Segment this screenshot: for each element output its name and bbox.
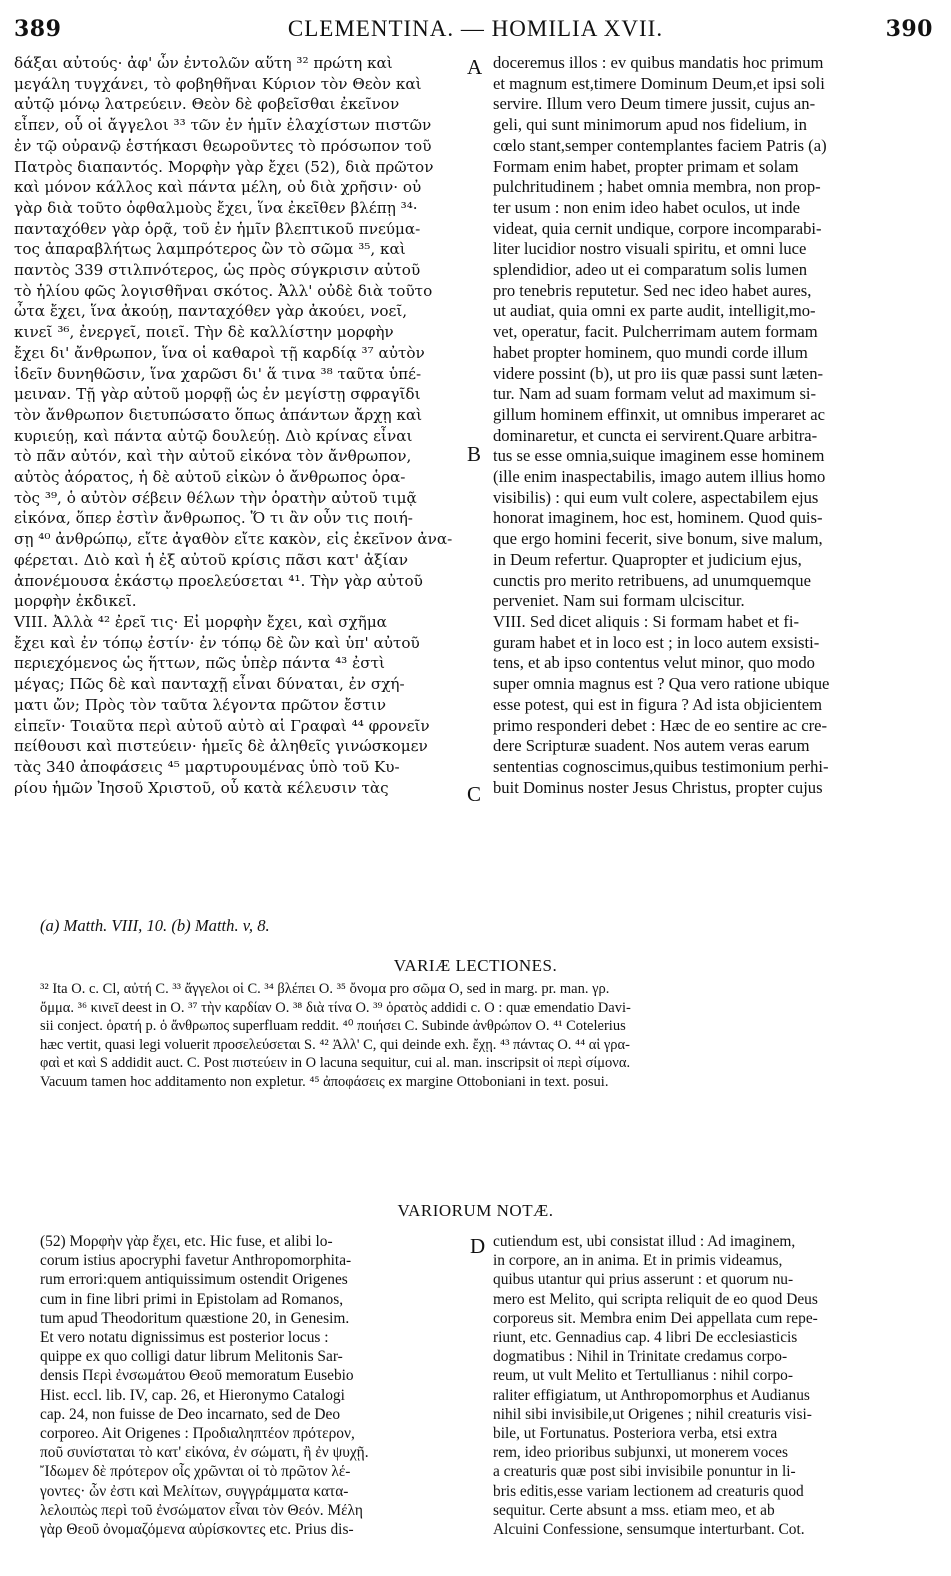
latin-text-line: videat, quia cernit undique, corpore incomparabi- [493, 218, 822, 238]
varia-line: hæc vertit, quasi legi voluerit προσελεύσεται S. ⁴² Ἀλλ' C, qui deinde exh. ἔχῃ. ⁴³ πάντας O. ⁴⁴ αἱ γρα- [40, 1036, 630, 1053]
latin-text-line: (ille enim inaspectabilis, imago autem illius homo [493, 467, 826, 487]
notae-left-column [40, 1232, 465, 1539]
greek-text-line: εἰπεῖν· Τοιαῦτα περὶ αὐτοῦ αὐτὸ αἱ Γραφαὶ ⁴⁴ φρονεῖν [14, 716, 430, 735]
page-number-right: 390 [885, 16, 933, 42]
latin-text-line: tur. Nam ad suam formam velut ad maximum si- [493, 384, 817, 404]
running-head: CLEMENTINA. — HOMILIA XVII. [287, 16, 664, 41]
varia-line: ³² Ita O. c. Cl, αὐτή C. ³³ ἄγγελοι οἱ C. ³⁴ βλέπει O. ³⁵ ὄνομα pro σῶμα O, sed in marg. pr. man. γρ. [40, 981, 610, 997]
notae-line: Alcuini Confessione, sensumque interturbant. Cot. [493, 1521, 805, 1539]
greek-text-line: τὸς ³⁹, ὁ αὐτὸν σέβειν θέλων τὴν ὁρατὴν αὐτοῦ τιμᾷ [14, 488, 417, 507]
latin-text-line: videre possint (b), ut pro iis quæ passi sunt læten- [493, 363, 824, 383]
notae-line: tum apud Theodoritum quæstione 20, in Genesim. [40, 1309, 350, 1327]
page-number-left: 389 [14, 16, 62, 42]
latin-text-line: liter lucidior nostro visuali spiritu, et omni luce [493, 239, 807, 259]
notae-line: raliter effigiatum, ut Anthropomorphus et Audianus [493, 1386, 810, 1404]
latin-text-line: tens, et ab ipso contentus velut minor, quo modo [493, 653, 815, 673]
greek-text-line: ρίου ἡμῶν Ἰησοῦ Χριστοῦ, οὗ κατὰ κέλευσιν τὰς [14, 778, 389, 797]
notae-line: cap. 24, non fuisse de Deo incarnato, sed de Deo [40, 1405, 341, 1423]
greek-text-line: φέρεται. Διὸ καὶ ἡ ἐξ αὐτοῦ κρίσις πᾶσι κατ' ἀξίαν [14, 550, 408, 569]
margin-letter-c: C [467, 782, 482, 806]
notae-line: nihil sibi invisibile,ut Origenes ; nihil creaturis visi- [493, 1405, 812, 1423]
greek-text-line: καὶ μόνον κάλλος καὶ πάντα μέλη, οὐ διὰ χρῆσιν· οὐ [14, 178, 422, 197]
varia-line: sii conject. ὁρατή p. ὁ ἄνθρωπος superfluam reddit. ⁴⁰ ποιήσει C. Subinde ἀνθρώπον O. ⁴¹ Cotelerius [40, 1018, 626, 1035]
variorum-notae-title: VARIORUM NOTÆ. [397, 1201, 554, 1220]
notae-line: in corpore, an in anima. Et in primis videamus, [493, 1252, 783, 1270]
latin-text-line: splendidior, adeo ut ei comparatum solis lumen [493, 260, 808, 280]
greek-text-line: κινεῖ ³⁶, ἐνεργεῖ, ποιεῖ. Τὴν δὲ καλλίστην μορφὴν [14, 323, 394, 342]
notae-line: Ἴδωμεν δὲ πρότερον οἷς χρῶνται οἱ τὸ πρῶτον λέ- [40, 1463, 351, 1481]
notae-line: Et vero notatu dignissimus est posterior locus : [40, 1329, 329, 1347]
greek-text-line: αὐτὸς ἀόρατος, ἡ δὲ αὐτοῦ εἰκὼν ὁ ἄνθρωπος ὁρα- [14, 468, 406, 487]
notae-line: mero est Melito, qui scripta reliquit de eo quod Deus [493, 1290, 818, 1308]
greek-text-line: ἔχει δι' ἄνθρωπον, ἵνα οἱ καθαροὶ τῇ καρδίᾳ ³⁷ αὐτὸν [14, 343, 425, 362]
greek-text-line: εἰκόνα, ὅπερ ἐστὶν ἄνθρωπος. Ὅ τι ἂν οὖν τις ποιή- [14, 509, 413, 528]
greek-text-line: VIII. Ἀλλὰ ⁴² ἐρεῖ τις· Εἰ μορφὴν ἔχει, καὶ σχῆμα [14, 612, 387, 631]
notae-line: quibus utantur qui prius asserunt : et quorum nu- [493, 1271, 794, 1289]
notae-line: cum in fine libri primi in Epistolam ad Romanos, [40, 1290, 344, 1308]
latin-text-line: VIII. Sed dicet aliquis : Si formam habet et fi- [493, 611, 799, 631]
latin-text-column [493, 53, 938, 798]
notae-line: quippe ex quo colligi datur librum Melitonis Sar- [40, 1348, 343, 1366]
margin-letter-d: D [470, 1234, 486, 1258]
latin-text-line: perveniet. Nam sui formam ulciscitur. [493, 591, 745, 611]
greek-text-line: ἐν τῷ οὐρανῷ ἑστήκασι θεωροῦντες τὸ πρόσωπον τοῦ [14, 136, 432, 155]
greek-text-line: τὰς 340 ἀποφάσεις ⁴⁵ μαρτυρουμένας ὑπὸ τοῦ Κυ- [14, 757, 400, 776]
latin-text-line: esse potest, qui est in figura ? Ad ista objicientem [493, 694, 823, 714]
latin-text-line: visibilis) : qui eum vult colere, aspectabilem ejus [493, 487, 819, 507]
notae-line: bile, ut Fortunatus. Posteriora verba, etsi extra [493, 1425, 778, 1443]
latin-text-line: ut audiat, quia omni ex parte audit, intelligit,mo- [493, 301, 816, 321]
notae-line: λελοιπὼς περὶ τοῦ ἐνσώματον εἶναι τὸν Θεόν. Μέλη [40, 1501, 363, 1519]
greek-text-line: ὦτα ἔχει, ἵνα ἀκούῃ, πανταχόθεν γὰρ ἀκούει, νοεῖ, [14, 302, 408, 321]
margin-letter-b: B [467, 442, 482, 466]
greek-text-line: γὰρ διὰ τοῦτο ὀφθαλμοὺς ἔχει, ἵνα ἐκεῖθεν βλέπῃ ³⁴· [14, 198, 418, 217]
varia-line: φαὶ et καὶ S addidit auct. C. Post πιστεύειν in O lacuna sequitur, cui al. man. inscripsit οἱ περὶ σίμονα. [40, 1055, 631, 1072]
varia-line: ὄμμα. ³⁶ κινεῖ deest in O. ³⁷ τὴν καρδίαν O. ³⁸ διὰ τίνα O. ³⁹ ὁρατὸς addidi c. O : quæ emendatio Davi- [40, 999, 631, 1016]
notae-line: bris editis,esse variam lectionem ad creaturis quod [493, 1482, 804, 1500]
notae-line: (52) Μορφὴν γὰρ ἔχει, etc. Hic fuse, et alibi lo- [40, 1233, 333, 1250]
latin-text-line: honorat imaginem, hoc est, hominem. Quod quis- [493, 508, 823, 528]
greek-text-line: τὸν ἄνθρωπον διετυπώσατο ὅπως ἁπάντων ἄρχῃ καὶ [14, 405, 423, 424]
notae-line: rum errori:quem antiquissimum ostendit Origenes [40, 1271, 348, 1289]
latin-text-line: tus se esse omnia,suique imaginem esse hominem [493, 446, 825, 466]
greek-text-line: τὸ ἡλίου φῶς λογισθῆναι σκότος. Ἀλλ' οὐδὲ διὰ τοῦτο [14, 281, 433, 300]
greek-text-line: εἶπεν, οὗ οἱ ἄγγελοι ³³ τῶν ἐν ἡμῖν ἐλαχίστων πιστῶν [14, 116, 432, 135]
varia-line: Vacuum tamen hoc additamento non expletur. ⁴⁵ ἀποφάσεις ex margine Ottoboniani in text. posui. [40, 1073, 609, 1090]
notae-line: densis Περὶ ἐνσωμάτου Θεοῦ memoratum Eusebio [40, 1367, 354, 1385]
notae-line: rem, ideo prioribus subjunxi, ut monerem voces [493, 1444, 788, 1462]
greek-text-line: Πατρὸς διαπαντός. Μορφὴν γὰρ ἔχει (52), διὰ πρῶτον [14, 157, 434, 176]
notae-line: γὰρ Θεοῦ ὀνομαζόμενα αὑρίσκοντες etc. Prius dis- [40, 1521, 354, 1539]
latin-text-line: super omnia magnus est ? Qua vero ratione ubique [493, 674, 830, 694]
notae-line: γοντες· ὧν ἐστι καὶ Μελίτων, συγγράμματα κατα- [40, 1482, 349, 1500]
notae-line: reum, ut vult Melito et Tertullianus : nihil corpo- [493, 1367, 793, 1385]
greek-text-line: ἰδεῖν δυνηθῶσιν, ἵνα χαρῶσι δι' ἅ τινα ³⁸ ταῦτα ὑπέ- [14, 364, 422, 383]
greek-text-line: κυριεύῃ, καὶ πάντα αὐτῷ δουλεύῃ. Διὸ κρίνας εἶναι [14, 426, 413, 445]
notae-line: corporeus sit. Membra enim Dei appellata cum repe- [493, 1309, 818, 1327]
notae-line: a creaturis quæ post sibi invisibile ponuntur in li- [493, 1463, 796, 1481]
notae-line: corporeo. Ait Origenes : Προδιαληπτέον πρότερον, [40, 1425, 355, 1443]
notae-line: sequitur. Certe absunt a mss. etiam meo, et ab [493, 1501, 775, 1519]
notae-line: cutiendum est, ubi consistat illud : Ad imaginem, [493, 1233, 796, 1250]
scripture-footnotes: (a) Matth. VIII, 10. (b) Matth. v, 8. [40, 916, 270, 935]
latin-text-line: doceremus illos : ev quibus mandatis hoc primum [493, 53, 824, 72]
greek-text-line: περιεχόμενος ὡς ἥττων, πῶς ὑπὲρ πάντα ⁴³ ἐστὶ [14, 654, 385, 673]
notae-line: ποῦ συνίσταται τὸ κατ' εἰκόνα, ἐν σώματι, ἢ ἐν ψυχῇ. [40, 1444, 369, 1462]
greek-text-line: μέγας; Πῶς δὲ καὶ πανταχῇ εἶναι δύναται, ἐν σχή- [14, 675, 405, 694]
greek-text-line: αὐτῷ μόνῳ λατρεύειν. Θεὸν δὲ φοβεῖσθαι ἐκεῖνον [14, 95, 400, 114]
greek-text-line: μορφὴν ἐκδικεῖ. [14, 592, 137, 611]
latin-text-line: habet propter hominem, quo mundi corde illum [493, 342, 808, 362]
latin-text-line: buit Dominus noster Jesus Christus, propter cujus [493, 777, 823, 797]
latin-text-line: sententias cognoscimus,quibus testimonium perhi- [493, 756, 829, 776]
varia-lectiones-title: VARIÆ LECTIONES. [393, 956, 558, 975]
latin-text-line: Formam enim habet, propter primam et solam [493, 156, 799, 176]
latin-text-line: geli, qui sunt minimorum apud nos fidelium, in [493, 115, 807, 135]
notae-right-column [493, 1232, 938, 1539]
greek-text-line: τος ἀπαραβλήτως λαμπρότερος ὢν τὸ σῶμα ³⁵, καὶ [14, 240, 406, 259]
greek-text-line: παντὸς 339 στιλπνότερος, ὡς πρὸς σύγκρισιν αὐτοῦ [14, 261, 421, 280]
notae-line: Hist. eccl. lib. IV, cap. 26, et Hieronymo Catalogi [40, 1386, 345, 1404]
greek-text-line: μεγάλη τυγχάνει, τὸ φοβηθῆναι Κύριον τὸν Θεὸν καὶ [14, 74, 422, 93]
greek-text-line: πείθουσι καὶ πιστεύειν· ἡμεῖς δὲ ἀληθεῖς γινώσκομεν [14, 737, 428, 756]
notae-line: riunt, etc. Gennadius cap. 4 libri De ecclesiasticis [493, 1329, 798, 1347]
latin-text-line: ter usum : non enim ideo habet oculos, ut inde [493, 197, 800, 217]
latin-text-line: dere Scripturæ suadent. Nos autem veras earum [493, 736, 810, 756]
greek-text-column [14, 53, 466, 798]
greek-text-line: πανταχόθεν γὰρ ὁρᾷ, τοῦ ἐν ἡμῖν βλεπτικοῦ πνεύμα- [14, 219, 421, 238]
notae-line: dogmatibus : Nihil in Trinitate credamus corpo- [493, 1348, 788, 1366]
latin-text-line: vet, operatur, facit. Pulcherrimam autem formam [493, 322, 818, 342]
greek-text-line: ἔχει καὶ ἐν τόπῳ ἐστίν· ἐν τόπῳ δὲ ὢν καὶ ὑπ' αὐτοῦ [14, 633, 420, 652]
latin-text-line: cœlo stant,semper contemplantes faciem Patris (a) [493, 135, 827, 155]
latin-text-line: pro tenebris reputetur. Sed nec ideo habet aures, [493, 280, 812, 300]
greek-text-line: τὸ πᾶν αὐτόν, καὶ τὴν αὐτοῦ εἰκόνα τὸν ἄνθρωπον, [14, 447, 412, 466]
latin-text-line: guram habet et in loco est ; in loco autem exsisti- [493, 632, 820, 652]
latin-text-line: dominaretur, et cuncta ei servirent.Quare arbitra- [493, 425, 818, 445]
greek-text-line: δάξαι αὐτούς· ἀφ' ὧν ἐντολῶν αὕτη ³² πρώτη καὶ [14, 54, 393, 72]
notae-line: corum istius apocryphi favetur Anthropomorphita- [40, 1252, 352, 1270]
latin-text-line: cunctis pro merito retribuens, ad unumquemque [493, 570, 811, 590]
latin-text-line: et magnum est,timere Dominum Deum,et ipsi soli [493, 73, 825, 93]
latin-text-line: primo responderi debet : Hæc de eo sentire ac cre- [493, 715, 828, 735]
greek-text-line: ἀπονέμουσα ἑκάστῳ προελεύσεται ⁴¹. Τὴν γὰρ αὐτοῦ [14, 571, 423, 590]
margin-letter-a: A [467, 55, 483, 79]
latin-text-line: pulchritudinem ; habet omnia membra, non prop- [493, 177, 821, 197]
greek-text-line: μειναν. Τῇ γὰρ αὐτοῦ μορφῇ ὡς ἐν μεγίστῃ σφραγῖδι [14, 385, 421, 404]
latin-text-line: servire. Illum vero Deum timere jussit, cujus an- [493, 94, 816, 114]
varia-lectiones [40, 980, 938, 1092]
latin-text-line: in Deum refertur. Quapropter et judicium ejus, [493, 549, 802, 569]
latin-text-line: que ergo homini fecerit, sive bonum, sive malum, [493, 529, 823, 549]
greek-text-line: σῃ ⁴⁰ ἀνθρώπῳ, εἴτε ἀγαθὸν εἴτε κακὸν, εἰς ἐκεῖνον ἀνα- [14, 530, 453, 549]
latin-text-line: gillum hominem effinxit, ut omnibus imperaret ac [493, 404, 825, 424]
greek-text-line: ματι ὤν; Πρὸς τὸν ταῦτα λέγοντα πρῶτον ἔστιν [14, 695, 386, 714]
